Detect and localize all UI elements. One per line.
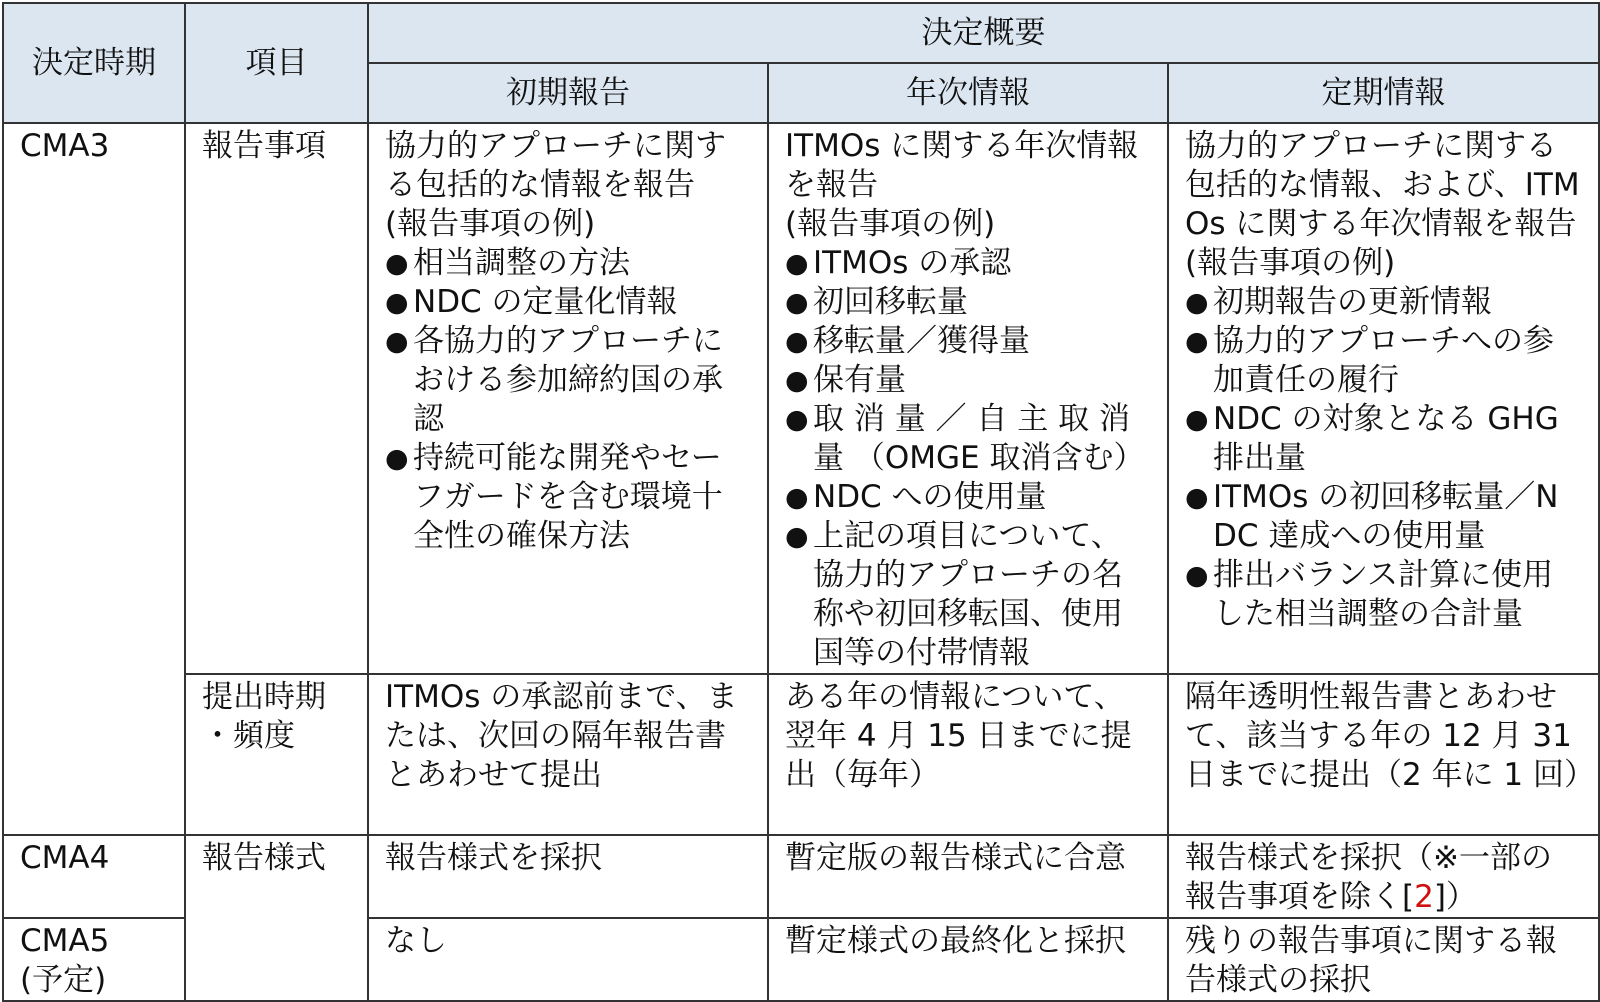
cell-regular-reporting xyxy=(1168,123,1599,674)
header-initial-report: 初期報告 xyxy=(368,63,768,123)
cell-initial-reporting xyxy=(368,123,768,674)
list-item: ● 協力的アプローチへの参加責任の履行 xyxy=(1185,322,1582,400)
row-cma3-submission xyxy=(3,674,1599,835)
regular-bullet-list xyxy=(1185,283,1582,634)
header-row-1 xyxy=(3,3,1599,63)
footnote-ref-link[interactable]: 2 xyxy=(1414,879,1434,915)
header-decision-summary: 決定概要 xyxy=(368,3,1599,63)
header-annual-info: 年次情報 xyxy=(768,63,1168,123)
row-cma3-reporting xyxy=(3,123,1599,674)
cell-format-item: 報告様式 xyxy=(185,835,368,1001)
regular-examples: (報告事項の例) xyxy=(1185,245,1396,281)
cell-cma5-annual: 暫定様式の最終化と採択 xyxy=(768,918,1168,1001)
submission-item-line1: 提出時期 xyxy=(202,679,326,715)
cell-cma4-initial: 報告様式を採択 xyxy=(368,835,768,918)
annual-intro: ITMOs に関する年次情報を報告 xyxy=(785,128,1139,203)
cell-submission-item xyxy=(185,674,368,835)
initial-bullet-list xyxy=(385,244,751,556)
cell-reporting-items: 報告事項 xyxy=(185,123,368,674)
header-regular-info: 定期情報 xyxy=(1168,63,1599,123)
decision-summary-table xyxy=(2,2,1600,1002)
list-item: ● 上記の項目について、協力的アプローチの名称や初回移転国、使用国等の付帯情報 xyxy=(785,517,1151,673)
list-item: ● ITMOs の初回移転量／NDC 達成への使用量 xyxy=(1185,478,1582,556)
cell-cma3-period: CMA3 xyxy=(3,123,185,835)
cell-annual-reporting xyxy=(768,123,1168,674)
list-item: ● 取 消 量 ／ 自 主 取 消 量 （OMGE 取消含む） xyxy=(785,400,1151,478)
list-item: ● 初期報告の更新情報 xyxy=(1185,283,1582,322)
list-item: ● NDC への使用量 xyxy=(785,478,1151,517)
cell-cma4-period: CMA4 xyxy=(3,835,185,918)
row-cma4 xyxy=(3,835,1599,918)
list-item: ● 保有量 xyxy=(785,361,1151,400)
initial-examples: (報告事項の例) xyxy=(385,206,596,242)
cma5-period-line1: CMA5 xyxy=(20,923,110,959)
list-item: ● 相当調整の方法 xyxy=(385,244,751,283)
list-item: ● NDC の定量化情報 xyxy=(385,283,751,322)
list-item: ● 排出バランス計算に使用した相当調整の合計量 xyxy=(1185,556,1582,634)
list-item: ● 初回移転量 xyxy=(785,283,1151,322)
cell-cma4-annual: 暫定版の報告様式に合意 xyxy=(768,835,1168,918)
cell-regular-submission: 隔年透明性報告書とあわせて、該当する年の 12 月 31 日までに提出（2 年に 1 回） xyxy=(1168,674,1599,835)
cell-cma5-regular: 残りの報告事項に関する報告様式の採択 xyxy=(1168,918,1599,1001)
regular-intro: 協力的アプローチに関する包括的な情報、および、ITMOs に関する年次情報を報告 xyxy=(1185,128,1580,242)
cell-cma5-initial: なし xyxy=(368,918,768,1001)
cma5-period-line2: (予定) xyxy=(20,962,107,998)
cell-annual-submission: ある年の情報について、翌年 4 月 15 日までに提出（毎年） xyxy=(768,674,1168,835)
cell-initial-submission: ITMOs の承認前まで、または、次回の隔年報告書とあわせて提出 xyxy=(368,674,768,835)
header-item: 項目 xyxy=(185,3,368,123)
list-item: ● 持続可能な開発やセーフガードを含む環境十全性の確保方法 xyxy=(385,439,751,556)
submission-item-line2: ・頻度 xyxy=(202,718,295,754)
initial-intro: 協力的アプローチに関する包括的な情報を報告 xyxy=(385,128,726,203)
cma4-regular-text: 報告様式を採択（※一部の報告事項を除く[ xyxy=(1185,840,1552,915)
cell-cma5-period xyxy=(3,918,185,1001)
list-item: ● 各協力的アプローチにおける参加締約国の承認 xyxy=(385,322,751,439)
list-item: ● ITMOs の承認 xyxy=(785,244,1151,283)
cell-cma4-regular xyxy=(1168,835,1599,918)
annual-examples: (報告事項の例) xyxy=(785,206,996,242)
list-item: ● 移転量／獲得量 xyxy=(785,322,1151,361)
list-item: ● NDC の対象となる GHG 排出量 xyxy=(1185,400,1582,478)
header-decision-period: 決定時期 xyxy=(3,3,185,123)
annual-bullet-list xyxy=(785,244,1151,673)
cma4-regular-text-end: ]） xyxy=(1433,879,1477,915)
